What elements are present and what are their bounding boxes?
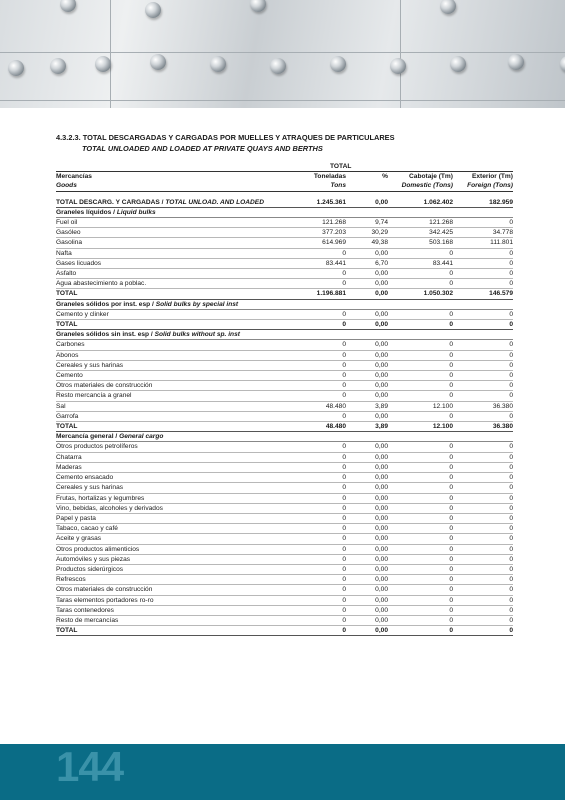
row-domestic: 121.268 (388, 218, 453, 228)
rivet-icon (440, 0, 456, 14)
row-domestic: 503.168 (388, 238, 453, 248)
row-label: Otros productos alimenticios (56, 544, 274, 554)
row-label: Refrescos (56, 575, 274, 585)
row-domestic: 0 (388, 309, 453, 319)
total-row-domestic: 1.050.302 (388, 289, 453, 299)
row-percent: 0,00 (346, 595, 388, 605)
header-tons: Toneladas (313, 173, 346, 181)
total-row-tons: 48.480 (274, 422, 346, 432)
total-row-tons: 1.196.881 (274, 289, 346, 299)
table-row (56, 401, 513, 411)
total-row-domestic: 12.100 (388, 422, 453, 432)
row-label: Gases licuados (56, 258, 274, 268)
row-percent: 0,00 (346, 462, 388, 472)
row-domestic: 0 (388, 585, 453, 595)
row-domestic: 0 (388, 524, 453, 534)
total-row-label: TOTAL (56, 289, 274, 299)
row-percent: 0,00 (346, 360, 388, 370)
row-percent: 0,00 (346, 585, 388, 595)
row-label: Garrofa (56, 411, 274, 421)
row-percent: 0,00 (346, 248, 388, 258)
row-tons: 0 (274, 503, 346, 513)
table-row (56, 258, 513, 268)
row-label: Productos siderúrgicos (56, 564, 274, 574)
row-label: Cemento (56, 371, 274, 381)
section-header-row (56, 432, 513, 442)
rivet-icon (8, 60, 24, 76)
row-tons: 0 (274, 248, 346, 258)
section-title-en: Solid bulks without sp. inst (154, 331, 240, 339)
row-percent: 0,00 (346, 391, 388, 401)
row-percent: 0,00 (346, 309, 388, 319)
table-row (56, 605, 513, 615)
section-title-en: General cargo (119, 433, 164, 441)
row-foreign: 0 (453, 381, 513, 391)
section-total-row (56, 626, 513, 636)
table-row (56, 238, 513, 248)
rivet-icon (450, 56, 466, 72)
row-tons: 0 (274, 473, 346, 483)
row-foreign: 0 (453, 269, 513, 279)
row-percent: 0,00 (346, 452, 388, 462)
row-foreign: 0 (453, 534, 513, 544)
row-percent: 0,00 (346, 534, 388, 544)
row-domestic: 12.100 (388, 401, 453, 411)
row-tons: 0 (274, 391, 346, 401)
grand-total-foreign: 182.959 (453, 198, 513, 208)
rivet-icon (560, 56, 565, 72)
row-tons: 121.268 (274, 218, 346, 228)
total-row-foreign: 0 (453, 320, 513, 330)
row-percent: 9,74 (346, 218, 388, 228)
table-row (56, 554, 513, 564)
grand-total-row (56, 198, 513, 208)
row-foreign: 0 (453, 554, 513, 564)
row-tons: 48.480 (274, 401, 346, 411)
total-row-foreign: 146.579 (453, 289, 513, 299)
row-foreign: 0 (453, 452, 513, 462)
row-percent: 0,00 (346, 371, 388, 381)
grand-total-percent: 0,00 (346, 198, 388, 208)
row-foreign: 111.801 (453, 238, 513, 248)
total-row-domestic: 0 (388, 320, 453, 330)
row-domestic: 0 (388, 442, 453, 452)
rivet-icon (95, 56, 111, 72)
table-row (56, 473, 513, 483)
row-foreign: 0 (453, 279, 513, 289)
row-label: Sal (56, 401, 274, 411)
row-tons: 0 (274, 371, 346, 381)
table-row (56, 248, 513, 258)
row-foreign: 0 (453, 605, 513, 615)
header-percent: % (382, 173, 388, 181)
table-row (56, 524, 513, 534)
row-label: Carbones (56, 340, 274, 350)
section-header-row (56, 330, 513, 340)
table-row (56, 452, 513, 462)
header-row-spanish (56, 172, 513, 182)
grand-total-tons: 1.245.361 (274, 198, 346, 208)
section-total-row (56, 320, 513, 330)
row-foreign: 0 (453, 258, 513, 268)
row-tons: 0 (274, 544, 346, 554)
row-label: Cemento y clinker (56, 309, 274, 319)
row-tons: 0 (274, 605, 346, 615)
table-row (56, 411, 513, 421)
row-tons: 0 (274, 513, 346, 523)
table-row (56, 615, 513, 625)
header-foreign: Exterior (Tm) (471, 173, 513, 181)
row-domestic: 0 (388, 371, 453, 381)
rivet-icon (390, 58, 406, 74)
table-row (56, 483, 513, 493)
rivet-icon (50, 58, 66, 74)
row-percent: 0,00 (346, 483, 388, 493)
row-label: Chatarra (56, 452, 274, 462)
table-row (56, 595, 513, 605)
row-domestic: 0 (388, 381, 453, 391)
row-tons: 0 (274, 381, 346, 391)
row-tons: 0 (274, 442, 346, 452)
row-domestic: 0 (388, 544, 453, 554)
row-tons: 0 (274, 585, 346, 595)
table-row (56, 228, 513, 238)
row-domestic: 0 (388, 452, 453, 462)
row-domestic: 0 (388, 605, 453, 615)
row-domestic: 0 (388, 595, 453, 605)
row-domestic: 0 (388, 462, 453, 472)
table-row (56, 381, 513, 391)
row-percent: 49,38 (346, 238, 388, 248)
row-foreign: 0 (453, 564, 513, 574)
row-label: Resto de mercancías (56, 615, 274, 625)
row-domestic: 0 (388, 269, 453, 279)
header-percent-en (346, 181, 388, 191)
total-row-percent: 0,00 (346, 289, 388, 299)
table-row (56, 442, 513, 452)
row-label: Asfalto (56, 269, 274, 279)
row-foreign: 0 (453, 391, 513, 401)
row-foreign: 0 (453, 503, 513, 513)
row-domestic: 0 (388, 279, 453, 289)
section-title: Graneles sólidos por inst. esp / (56, 300, 154, 308)
row-tons: 0 (274, 462, 346, 472)
row-tons: 0 (274, 452, 346, 462)
row-label: Agua abastecimiento a poblac. (56, 279, 274, 289)
row-foreign: 0 (453, 493, 513, 503)
section-title: Graneles líquidos / (56, 208, 115, 216)
banner-seam (400, 0, 401, 108)
row-percent: 0,00 (346, 554, 388, 564)
row-foreign: 0 (453, 248, 513, 258)
row-tons: 0 (274, 575, 346, 585)
row-foreign: 34.778 (453, 228, 513, 238)
table-row (56, 462, 513, 472)
row-label: Taras elementos portadores ro-ro (56, 595, 274, 605)
row-domestic: 0 (388, 473, 453, 483)
row-label: Gasóleo (56, 228, 274, 238)
row-percent: 0,00 (346, 575, 388, 585)
row-label: Gasolina (56, 238, 274, 248)
grand-total-domestic: 1.062.402 (388, 198, 453, 208)
row-label: Otros materiales de construcción (56, 381, 274, 391)
row-foreign: 0 (453, 360, 513, 370)
table-row (56, 371, 513, 381)
banner-seam (0, 100, 565, 101)
row-domestic: 0 (388, 575, 453, 585)
row-domestic: 0 (388, 391, 453, 401)
row-foreign: 0 (453, 218, 513, 228)
header-banner (0, 0, 565, 108)
row-percent: 0,00 (346, 411, 388, 421)
table-row (56, 218, 513, 228)
row-label: Frutas, hortalizas y legumbres (56, 493, 274, 503)
group-header: TOTAL (274, 162, 388, 172)
section-header-row (56, 207, 513, 217)
table-title-spanish: 4.3.2.3. TOTAL DESCARGADAS Y CARGADAS POR MUELLES Y ATRAQUES DE PARTICULARES (56, 133, 395, 142)
banner-seam (0, 52, 565, 53)
row-label: Taras contenedores (56, 605, 274, 615)
row-foreign: 0 (453, 575, 513, 585)
row-foreign: 0 (453, 350, 513, 360)
rivet-icon (150, 54, 166, 70)
row-foreign: 36.380 (453, 401, 513, 411)
grand-total-label-en: TOTAL UNLOAD. AND LOADED (165, 198, 264, 206)
row-tons: 0 (274, 534, 346, 544)
row-percent: 0,00 (346, 350, 388, 360)
table-row (56, 340, 513, 350)
total-row-label: TOTAL (56, 422, 274, 432)
rivet-icon (250, 0, 266, 12)
total-row-foreign: 36.380 (453, 422, 513, 432)
row-foreign: 0 (453, 473, 513, 483)
row-foreign: 0 (453, 585, 513, 595)
table-row (56, 564, 513, 574)
row-foreign: 0 (453, 615, 513, 625)
header-goods-en: Goods (56, 181, 274, 191)
table-row (56, 534, 513, 544)
row-domestic: 0 (388, 483, 453, 493)
total-row-percent: 3,89 (346, 422, 388, 432)
row-percent: 0,00 (346, 473, 388, 483)
table-row (56, 503, 513, 513)
section-title: Graneles sólidos sin inst. esp / (56, 331, 153, 339)
table-row (56, 544, 513, 554)
row-domestic: 0 (388, 513, 453, 523)
row-tons: 0 (274, 411, 346, 421)
row-label: Tabaco, cacao y café (56, 524, 274, 534)
row-foreign: 0 (453, 340, 513, 350)
row-percent: 0,00 (346, 442, 388, 452)
row-percent: 0,00 (346, 605, 388, 615)
data-table (56, 162, 513, 636)
row-percent: 0,00 (346, 503, 388, 513)
row-label: Maderas (56, 462, 274, 472)
section-title-en: Solid bulks by special inst (155, 300, 239, 308)
table-row (56, 360, 513, 370)
section-total-row (56, 289, 513, 299)
section-title-en: Liquid bulks (116, 208, 156, 216)
row-foreign: 0 (453, 442, 513, 452)
header-row-english (56, 181, 513, 191)
group-header-row (56, 162, 513, 172)
row-domestic: 0 (388, 360, 453, 370)
row-foreign: 0 (453, 524, 513, 534)
row-percent: 0,00 (346, 381, 388, 391)
total-row-tons: 0 (274, 320, 346, 330)
row-foreign: 0 (453, 309, 513, 319)
row-domestic: 0 (388, 350, 453, 360)
row-percent: 0,00 (346, 340, 388, 350)
row-percent: 0,00 (346, 493, 388, 503)
header-foreign-en: Foreign (Tons) (453, 181, 513, 191)
total-row-percent: 0,00 (346, 626, 388, 636)
row-domestic: 342.425 (388, 228, 453, 238)
row-label: Abonos (56, 350, 274, 360)
row-percent: 0,00 (346, 513, 388, 523)
row-domestic: 0 (388, 411, 453, 421)
row-tons: 0 (274, 524, 346, 534)
row-foreign: 0 (453, 544, 513, 554)
row-foreign: 0 (453, 371, 513, 381)
row-percent: 6,70 (346, 258, 388, 268)
rivet-icon (210, 56, 226, 72)
row-tons: 0 (274, 340, 346, 350)
total-row-foreign: 0 (453, 626, 513, 636)
total-row-domestic: 0 (388, 626, 453, 636)
header-domestic: Cabotaje (Tm) (409, 173, 453, 181)
table-row (56, 513, 513, 523)
table-row (56, 350, 513, 360)
row-label: Otros productos petrolíferos (56, 442, 274, 452)
rivet-icon (270, 58, 286, 74)
row-percent: 30,29 (346, 228, 388, 238)
row-label: Resto mercancía a granel (56, 391, 274, 401)
row-tons: 614.969 (274, 238, 346, 248)
row-label: Automóviles y sus piezas (56, 554, 274, 564)
row-tons: 0 (274, 269, 346, 279)
row-percent: 0,00 (346, 615, 388, 625)
row-label: Aceite y grasas (56, 534, 274, 544)
header-tons-en: Tons (274, 181, 346, 191)
page-number: 144 (56, 743, 124, 790)
row-foreign: 0 (453, 411, 513, 421)
row-domestic: 0 (388, 340, 453, 350)
table-row (56, 391, 513, 401)
row-label: Cereales y sus harinas (56, 360, 274, 370)
table-row (56, 279, 513, 289)
row-tons: 0 (274, 554, 346, 564)
row-tons: 83.441 (274, 258, 346, 268)
row-domestic: 0 (388, 503, 453, 513)
total-row-percent: 0,00 (346, 320, 388, 330)
row-label: Fuel oil (56, 218, 274, 228)
row-percent: 0,00 (346, 279, 388, 289)
header-domestic-en: Domestic (Tons) (388, 181, 453, 191)
row-domestic: 0 (388, 554, 453, 564)
banner-seam (110, 0, 111, 108)
row-label: Vino, bebidas, alcoholes y derivados (56, 503, 274, 513)
row-percent: 0,00 (346, 544, 388, 554)
section-total-row (56, 422, 513, 432)
section-header-row (56, 299, 513, 309)
row-percent: 3,89 (346, 401, 388, 411)
section-title: Mercancía general / (56, 433, 118, 441)
row-foreign: 0 (453, 595, 513, 605)
table-row (56, 309, 513, 319)
row-label: Nafta (56, 248, 274, 258)
grand-total-label: TOTAL DESCARG. Y CARGADAS / (56, 198, 164, 206)
row-label: Cereales y sus harinas (56, 483, 274, 493)
row-tons: 0 (274, 309, 346, 319)
row-domestic: 0 (388, 564, 453, 574)
rivet-icon (330, 56, 346, 72)
row-foreign: 0 (453, 513, 513, 523)
row-domestic: 0 (388, 493, 453, 503)
row-tons: 0 (274, 483, 346, 493)
table-row (56, 269, 513, 279)
row-tons: 0 (274, 360, 346, 370)
row-percent: 0,00 (346, 269, 388, 279)
row-label: Papel y pasta (56, 513, 274, 523)
rivet-icon (60, 0, 76, 12)
row-domestic: 83.441 (388, 258, 453, 268)
total-row-tons: 0 (274, 626, 346, 636)
row-label: Cemento ensacado (56, 473, 274, 483)
row-domestic: 0 (388, 534, 453, 544)
row-tons: 0 (274, 279, 346, 289)
row-foreign: 0 (453, 462, 513, 472)
rivet-icon (508, 54, 524, 70)
row-label: Otros materiales de construcción (56, 585, 274, 595)
row-domestic: 0 (388, 615, 453, 625)
row-tons: 377.203 (274, 228, 346, 238)
row-domestic: 0 (388, 248, 453, 258)
row-foreign: 0 (453, 483, 513, 493)
table-row (56, 585, 513, 595)
table-row (56, 575, 513, 585)
row-tons: 0 (274, 493, 346, 503)
row-tons: 0 (274, 350, 346, 360)
row-tons: 0 (274, 564, 346, 574)
table-row (56, 493, 513, 503)
rivet-icon (145, 2, 161, 18)
total-row-label: TOTAL (56, 626, 274, 636)
row-tons: 0 (274, 595, 346, 605)
row-tons: 0 (274, 615, 346, 625)
row-percent: 0,00 (346, 524, 388, 534)
total-row-label: TOTAL (56, 320, 274, 330)
row-percent: 0,00 (346, 564, 388, 574)
table-title-english: TOTAL UNLOADED AND LOADED AT PRIVATE QUAYS AND BERTHS (82, 144, 323, 153)
header-goods: Mercancías (56, 173, 92, 181)
